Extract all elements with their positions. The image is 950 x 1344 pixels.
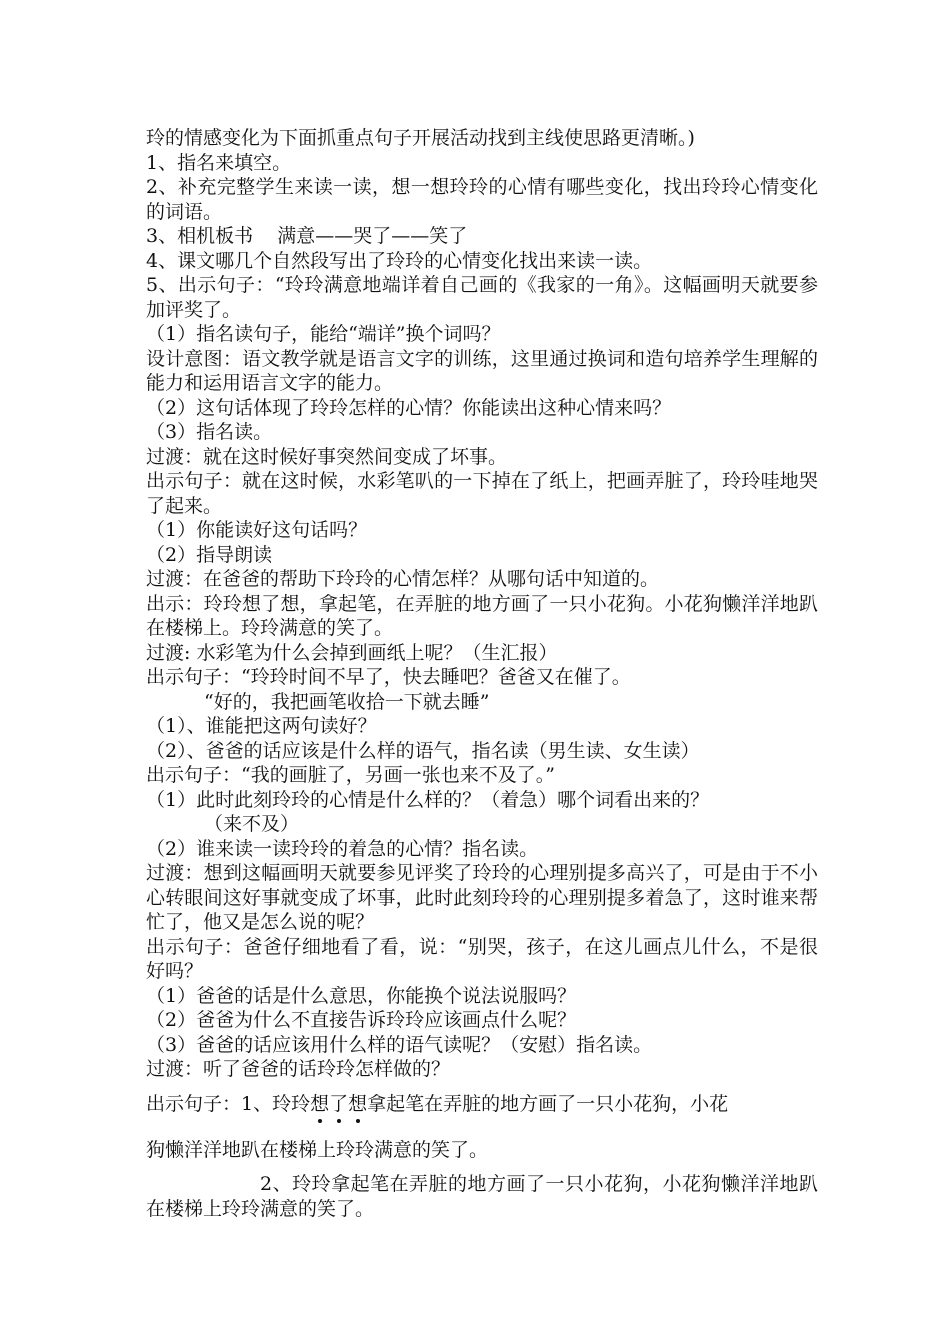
step-4: 4、课文哪几个自然段写出了玲玲的心情变化找出来读一读。	[146, 249, 653, 272]
question-8: （1）此时此刻玲玲的心情是什么样的？（着急）哪个词看出来的？	[146, 788, 710, 811]
question-2: （2）这句话体现了玲玲怎样的心情？你能读出这种心情来吗？	[146, 396, 672, 419]
paragraph-intro: 玲的情感变化为下面抓重点句子开展活动找到主线使思路更清晰。)	[146, 127, 695, 149]
sentence-display-3: 出示句子：“玲玲时间不早了，快去睡吧？爸爸又在催了。	[146, 666, 631, 688]
design-intent: 设计意图：语文教学就是语言文字的训练，这里通过换词和造句培养学生理解的能力和运用语言文字的能力。	[146, 347, 818, 394]
final-sentence-2: 2、玲玲拿起笔在弄脏的地方画了一只小花狗，小花狗懒洋洋地趴在楼梯上玲玲满意的笑了。	[146, 1173, 818, 1220]
question-4: （1）你能读好这句话吗？	[146, 519, 368, 541]
sentence-display-3-cont: “好的，我把画笔收拾一下就去睡”	[204, 690, 490, 713]
sentence-display-4: 出示句子：“我的画脏了，另画一张也来不及了。”	[146, 764, 555, 786]
question-8-cont: （来不及）	[204, 813, 300, 835]
document-body	[146, 126, 818, 1221]
transition-5: 过渡：听了爸爸的话玲玲怎样做的？	[146, 1058, 451, 1080]
sentence-display-2: 出示：玲玲想了想，拿起笔，在弄脏的地方画了一只小花狗。小花狗懒洋洋地趴在楼梯上。玲玲满意的笑了。	[146, 592, 818, 639]
step-5: 5、出示句子：“玲玲满意地端详着自己画的《我家的一角》。这幅画明天就要参加评奖了。	[146, 274, 818, 321]
emphasis-char: 想	[348, 1092, 368, 1115]
emphasis-char: 想	[310, 1092, 330, 1115]
final-sentence-1-rest: 拿起笔在弄脏的地方画了一只小花狗，小花	[367, 1092, 729, 1115]
question-7: （2）、爸爸的话应该是什么样的语气，指名读（男生读、女生读）	[146, 739, 700, 762]
question-1: （1）指名读句子，能给“端详”换个词吗？	[146, 323, 501, 345]
question-5: （2）指导朗读	[146, 543, 273, 566]
step-2: 2、补充完整学生来读一读，想一想玲玲的心情有哪些变化，找出玲玲心情变化的词语。	[146, 176, 818, 223]
transition-1: 过渡：就在这时候好事突然间变成了坏事。	[146, 445, 508, 468]
sentence-display-1: 出示句子：就在这时候，水彩笔叭的一下掉在了纸上，把画弄脏了，玲玲哇地哭了起来。	[146, 470, 818, 517]
question-11: （2）爸爸为什么不直接告诉玲玲应该画点什么呢？	[146, 1009, 577, 1031]
emphasis-char: 了	[329, 1092, 349, 1115]
sentence-display-5: 出示句子：爸爸仔细地看了看，说：“别哭，孩子，在这儿画点儿什么，不是很好吗？	[146, 935, 818, 982]
question-9: （2）谁来读一读玲玲的着急的心情？指名读。	[146, 837, 539, 860]
transition-2: 过渡：在爸爸的帮助下玲玲的心情怎样？从哪句话中知道的。	[146, 568, 660, 590]
final-sentence-1-line2: 狗懒洋洋地趴在楼梯上玲玲满意的笑了。	[146, 1139, 489, 1161]
transition-3: 过渡: 水彩笔为什么会掉到画纸上呢？（生汇报）	[146, 641, 558, 664]
question-3: （3）指名读。	[146, 421, 273, 443]
step-3: 3、相机板书 满意——哭了——笑了	[146, 225, 468, 247]
question-6: （1）、谁能把这两句读好？	[146, 715, 377, 737]
final-sentence-1	[146, 1092, 818, 1117]
question-10: （1）爸爸的话是什么意思，你能换个说法说服吗？	[146, 984, 577, 1007]
step-1: 1、指名来填空。	[146, 151, 292, 174]
final-sentence-1-prefix: 出示句子：1、玲玲	[146, 1092, 311, 1115]
transition-4: 过渡：想到这幅画明天就要参见评奖了玲玲的心理别提多高兴了，可是由于不小心转眼间这好事就变成了坏事，此时此刻玲玲的心理别提多着急了，这时谁来帮忙了，他又是怎么说的呢？	[146, 862, 818, 933]
question-12: （3）爸爸的话应该用什么样的语气读呢？（安慰）指名读。	[146, 1033, 653, 1056]
